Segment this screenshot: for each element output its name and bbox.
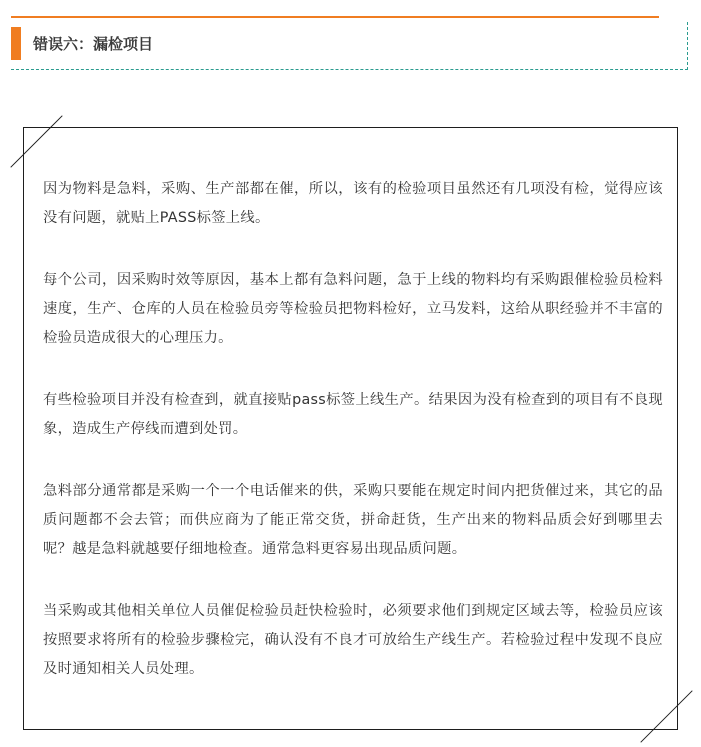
- header-bottom-dashed-border: [11, 69, 688, 70]
- header-right-dashed-border: [687, 22, 688, 70]
- header-top-rule: [11, 16, 659, 18]
- paragraph-5: 当采购或其他相关单位人员催促检验员赶快检验时，必须要求他们到规定区域去等，检验员应该按照要求将所有的检验步骤检完，确认没有不良才可放给生产线生产。若检验过程中发现不良应及时通知相关人员处理。: [43, 603, 663, 677]
- article-body: [43, 175, 663, 684]
- paragraph-1: 因为物料是急料，采购、生产部都在催，所以，该有的检验项目虽然还有几项没有检，觉得应该没有问题，就贴上PASS标签上线。: [43, 181, 663, 226]
- section-header: [11, 16, 688, 70]
- section-title: 错误六：漏检项目: [33, 35, 154, 53]
- header-accent-bar: [11, 27, 21, 60]
- paragraph-4: 急料部分通常都是采购一个一个电话催来的供，采购只要能在规定时间内把货催过来，其它的品质问题都不会去管；而供应商为了能正常交货，拼命赶货，生产出来的物料品质会好到哪里去呢？越是急料就越要仔细地检查。通常急料更容易出现品质问题。: [43, 483, 663, 557]
- paragraph-3: 有些检验项目并没有检查到，就直接贴pass标签上线生产。结果因为没有检查到的项目有不良现象，造成生产停线而遭到处罚。: [43, 392, 663, 437]
- paragraph-2: 每个公司，因采购时效等原因，基本上都有急料问题，急于上线的物料均有采购跟催检验员检料速度，生产、仓库的人员在检验员旁等检验员把物料检好，立马发料，这给从职经验并不丰富的检验员造成很大的心理压力。: [43, 272, 663, 346]
